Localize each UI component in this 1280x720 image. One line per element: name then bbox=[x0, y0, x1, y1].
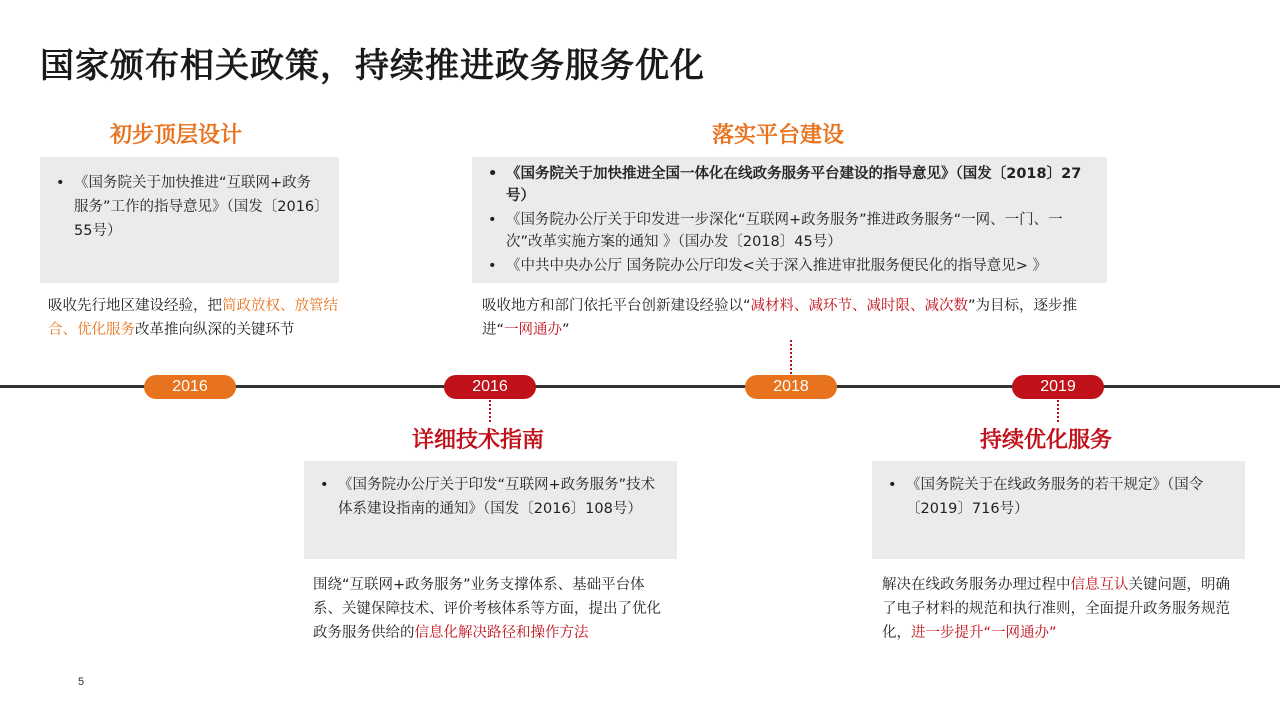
connector-dots bbox=[489, 400, 491, 422]
year-marker-2018: 2018 bbox=[745, 375, 837, 399]
policy-item: • 《中共中央办公厅 国务院办公厅印发<关于深入推进审批服务便民化的指导意见> 》 bbox=[480, 255, 1097, 277]
section-heading-technical-guide: 详细技术指南 bbox=[412, 428, 545, 453]
policy-box-initial-design bbox=[40, 157, 339, 283]
description-platform-construction bbox=[482, 294, 1107, 342]
description-continuous-optimization bbox=[882, 573, 1244, 645]
highlight-text: 进一步提升“一网通办” bbox=[911, 625, 1057, 641]
description-text: 解决在线政务服务办理过程中 bbox=[882, 577, 1071, 593]
description-text: 关键问题，明确了电子材料的规范和执行准则，全面提升政务服务规范化， bbox=[882, 577, 1230, 641]
section-heading-platform-construction: 落实平台建设 bbox=[712, 123, 845, 148]
description-text: 改革推向纵深的关键环节 bbox=[135, 322, 295, 338]
policy-item: • 《国务院关于在线政务服务的若干规定》（国令〔2019〕716号） bbox=[880, 473, 1231, 521]
connector-dots bbox=[790, 340, 792, 374]
description-text: 吸收地方和部门依托平台创新建设经验以“ bbox=[482, 298, 751, 314]
year-marker-2016-b: 2016 bbox=[444, 375, 536, 399]
description-technical-guide bbox=[313, 573, 673, 645]
policy-item: • 《国务院办公厅关于印发进一步深化“互联网+政务服务”推进政务服务“一网、一门、一次”改革实施方案的通知 》（国办发〔2018〕45号） bbox=[480, 209, 1097, 253]
highlight-text: 一网通办 bbox=[504, 322, 563, 338]
connector-dots bbox=[1057, 400, 1059, 422]
policy-item: • 《国务院关于加快推进全国一体化在线政务服务平台建设的指导意见》（国发〔2018〕27号） bbox=[480, 163, 1097, 207]
description-text: 吸收先行地区建设经验，把 bbox=[48, 298, 222, 314]
policy-item: • 《国务院关于加快推进“互联网+政务服务”工作的指导意见》（国发〔2016〕55号） bbox=[48, 171, 325, 243]
description-text: ”为目标，逐步推进“ bbox=[482, 298, 1078, 338]
highlight-text: 信息互认 bbox=[1070, 577, 1129, 593]
policy-item: • 《国务院办公厅关于印发“互联网+政务服务”技术体系建设指南的通知》（国发〔2016〕108号） bbox=[312, 473, 663, 521]
section-heading-initial-design: 初步顶层设计 bbox=[110, 123, 243, 148]
highlight-text: 简政放权、放管结合、优化服务 bbox=[48, 298, 338, 338]
description-initial-design bbox=[48, 294, 346, 342]
description-text: ” bbox=[562, 322, 570, 338]
year-marker-2019: 2019 bbox=[1012, 375, 1104, 399]
page-title: 国家颁布相关政策，持续推进政务服务优化 bbox=[40, 46, 705, 86]
highlight-text: 减材料、减环节、减时限、减次数 bbox=[750, 298, 969, 314]
year-marker-2016-a: 2016 bbox=[144, 375, 236, 399]
policy-box-technical-guide bbox=[304, 461, 677, 559]
page-number: 5 bbox=[78, 676, 85, 688]
section-heading-continuous-optimization: 持续优化服务 bbox=[980, 428, 1113, 453]
highlight-text: 信息化解决路径和操作方法 bbox=[414, 625, 589, 641]
policy-box-platform-construction bbox=[472, 157, 1107, 283]
policy-box-continuous-optimization bbox=[872, 461, 1245, 559]
description-text: 围绕“互联网+政务服务”业务支撑体系、基础平台体系、关键保障技术、评价考核体系等方面，提出了优化政务服务供给的 bbox=[313, 577, 661, 641]
